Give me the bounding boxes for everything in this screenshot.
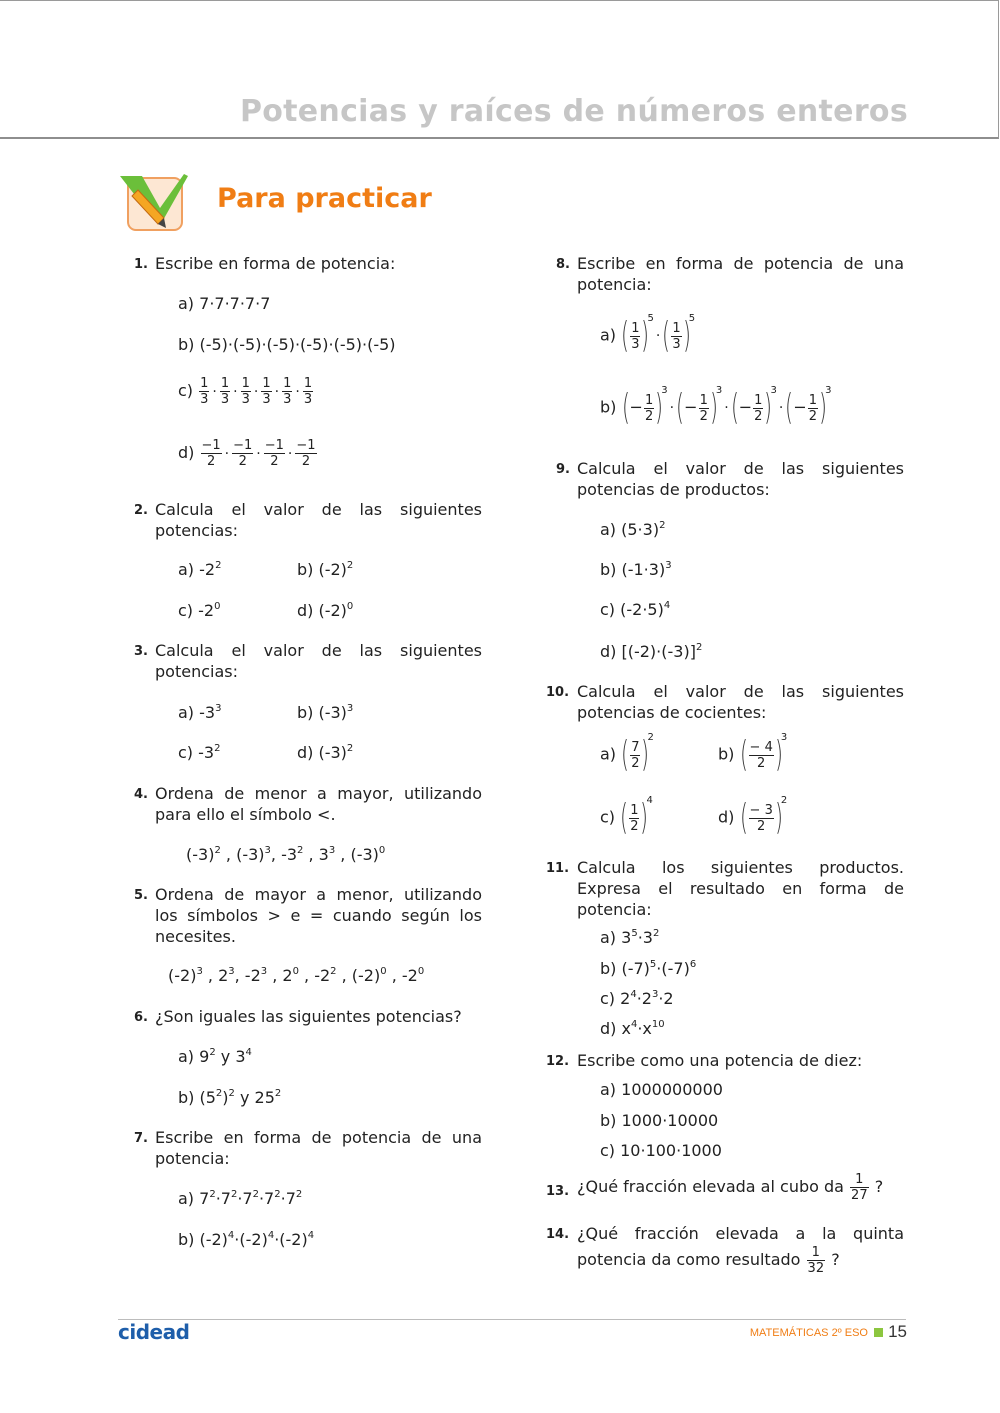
exercise-statement: Ordena de menor a mayor, utilizando para ello el símbolo <. (155, 784, 482, 824)
item-a: a) $(5\cdot 3)^2$ (600, 520, 666, 539)
page-number: 15 (888, 1322, 907, 1341)
exercise-statement: Calcula los siguientes productos. Expresa el resultado en forma de potencia: (577, 858, 904, 919)
item-b: b) $(-3)^3$ (297, 703, 354, 722)
pencil-check-icon (120, 172, 188, 234)
item-b: b) 1000·10000 (600, 1111, 719, 1130)
sequence: $(-3)^2$ , $(-3)^3$, $-3^2$ , $3^3$ , $(-3)^0$ (186, 845, 386, 864)
item-d: d) $(-3)^2$ (297, 743, 354, 762)
item-a: a) 7·7·7·7·7 (178, 294, 271, 313)
exercise-statement: Escribe en forma de potencia: (155, 254, 396, 273)
exercise-number: 12. (546, 1054, 570, 1069)
exercise-number: 13. (546, 1184, 570, 1199)
cidead-logo: cidead (118, 1320, 190, 1344)
item-b: b) $(-7)^5\cdot(-7)^6$ (600, 959, 697, 978)
square-icon (874, 1328, 883, 1337)
item-d: d) $[(-2)\cdot(-3)]^2$ (600, 642, 703, 661)
exercise-number: 9. (556, 462, 570, 477)
item-c: c) $(-2\cdot 5)^4$ (600, 600, 671, 619)
item-a: a) $3^5\cdot 3^2$ (600, 928, 660, 947)
exercise-statement: ¿Qué fracción elevada al cubo da $\frac{1}{27}$ ? (577, 1172, 884, 1203)
item-a: a) $9^2$ y $3^4$ (178, 1047, 252, 1066)
exercise-statement: Escribe como una potencia de diez: (577, 1051, 863, 1070)
exercise-statement: Ordena de mayor a menor, utilizando los símbolos > e = cuando según los necesites. (155, 885, 482, 946)
exercise-statement: ¿Son iguales las siguientes potencias? (155, 1007, 462, 1026)
item-a: a) $7^2\cdot 7^2\cdot 7^2\cdot 7^2\cdot 7^2$ (178, 1189, 303, 1208)
item-c: c) $-3^2$ (178, 743, 221, 762)
item-a: a) 1000000000 (600, 1080, 723, 1099)
item-c: c) $\frac{1}{3}$ · $\frac{1}{3}$ · $\frac{1}{3}$ · $\frac{1}{3}$ · $\frac{1}{3}$ · $\frac{1}{3}$ (178, 376, 313, 407)
exercise-number: 6. (134, 1010, 148, 1025)
page-title: Potencias y raíces de números enteros (239, 94, 908, 129)
exercise-statement: Calcula el valor de las siguientes potencias: (155, 641, 482, 681)
item-d: d) ( $\frac{- 3}{2}$ )$^2$ (718, 794, 788, 838)
exercise-number: 4. (134, 787, 148, 802)
exercise-statement: Calcula el valor de las siguientes potencias: (155, 500, 482, 540)
item-c: c) $-2^0$ (178, 601, 221, 620)
exercise-statement: Calcula el valor de las siguientes potencias de cocientes: (577, 682, 904, 722)
item-d: d) $\frac{-1}{2}$ · $\frac{-1}{2}$ · $\frac{-1}{2}$ · $\frac{-1}{2}$ (178, 438, 316, 469)
exercise-number: 8. (556, 257, 570, 272)
item-c: c) 10·100·1000 (600, 1141, 722, 1160)
item-b: b) $(5^2)^2$ y $25^2$ (178, 1088, 282, 1107)
exercise-number: 5. (134, 888, 148, 903)
item-d: d) $(-2)^0$ (297, 601, 354, 620)
footer-subject: MATEMÁTICAS 2º ESO (749, 1327, 868, 1339)
exercise-number: 7. (134, 1131, 148, 1146)
item-b: b) ( $\frac{- 4}{2}$ )$^3$ (718, 731, 788, 775)
footer-divider (118, 1319, 906, 1320)
item-c: c) ( $\frac{1}{2}$ )$^4$ (600, 794, 653, 838)
exercise-statement-cont: potencia da como resultado $\frac{1}{32}$ ? (577, 1245, 840, 1276)
item-c: c) $2^4\cdot 2^3\cdot 2$ (600, 989, 674, 1008)
exercise-number: 2. (134, 503, 148, 518)
exercise-number: 1. (134, 257, 148, 272)
exercise-number: 10. (546, 685, 570, 700)
exercise-number: 3. (134, 644, 148, 659)
item-a: a) ( $\frac{7}{2}$ )$^2$ (600, 731, 654, 775)
exercise-number: 14. (546, 1227, 570, 1242)
exercise-number: 11. (546, 861, 570, 876)
item-b: b) $(-2)^2$ (297, 560, 354, 579)
item-a: a) ( $\frac{1}{3}$ )$^5$·( $\frac{1}{3}$ )$^5$ (600, 312, 696, 356)
exercise-statement: Escribe en forma de potencia de una potencia: (577, 254, 904, 294)
item-a: a) $-3^3$ (178, 703, 222, 722)
sequence: $(-2)^3$ , $2^3$, $-2^3$ , $2^0$ , $-2^2$ , $(-2)^0$ , $-2^0$ (168, 966, 425, 985)
item-a: a) $-2^2$ (178, 560, 222, 579)
exercise-statement: Calcula el valor de las siguientes potencias de productos: (577, 459, 904, 499)
item-d: d) $x^4\cdot x^{10}$ (600, 1019, 665, 1038)
section-title: Para practicar (217, 183, 432, 214)
exercise-statement: Escribe en forma de potencia de una potencia: (155, 1128, 482, 1168)
exercise-statement: ¿Qué fracción elevada a la quinta (577, 1224, 904, 1243)
item-b: b) (− $\frac{1}{2}$ )$^3$·(− $\frac{1}{2}$ )$^3$·(− $\frac{1}{2}$ )$^3$·(− $\frac{1}{2}$ )$^3$ (600, 384, 832, 428)
item-b: b) (-5)·(-5)·(-5)·(-5)·(-5)·(-5) (178, 335, 396, 354)
item-b: b) $(-1\cdot 3)^3$ (600, 560, 672, 579)
item-b: b) $(-2)^4\cdot(-2)^4\cdot(-2)^4$ (178, 1230, 315, 1249)
